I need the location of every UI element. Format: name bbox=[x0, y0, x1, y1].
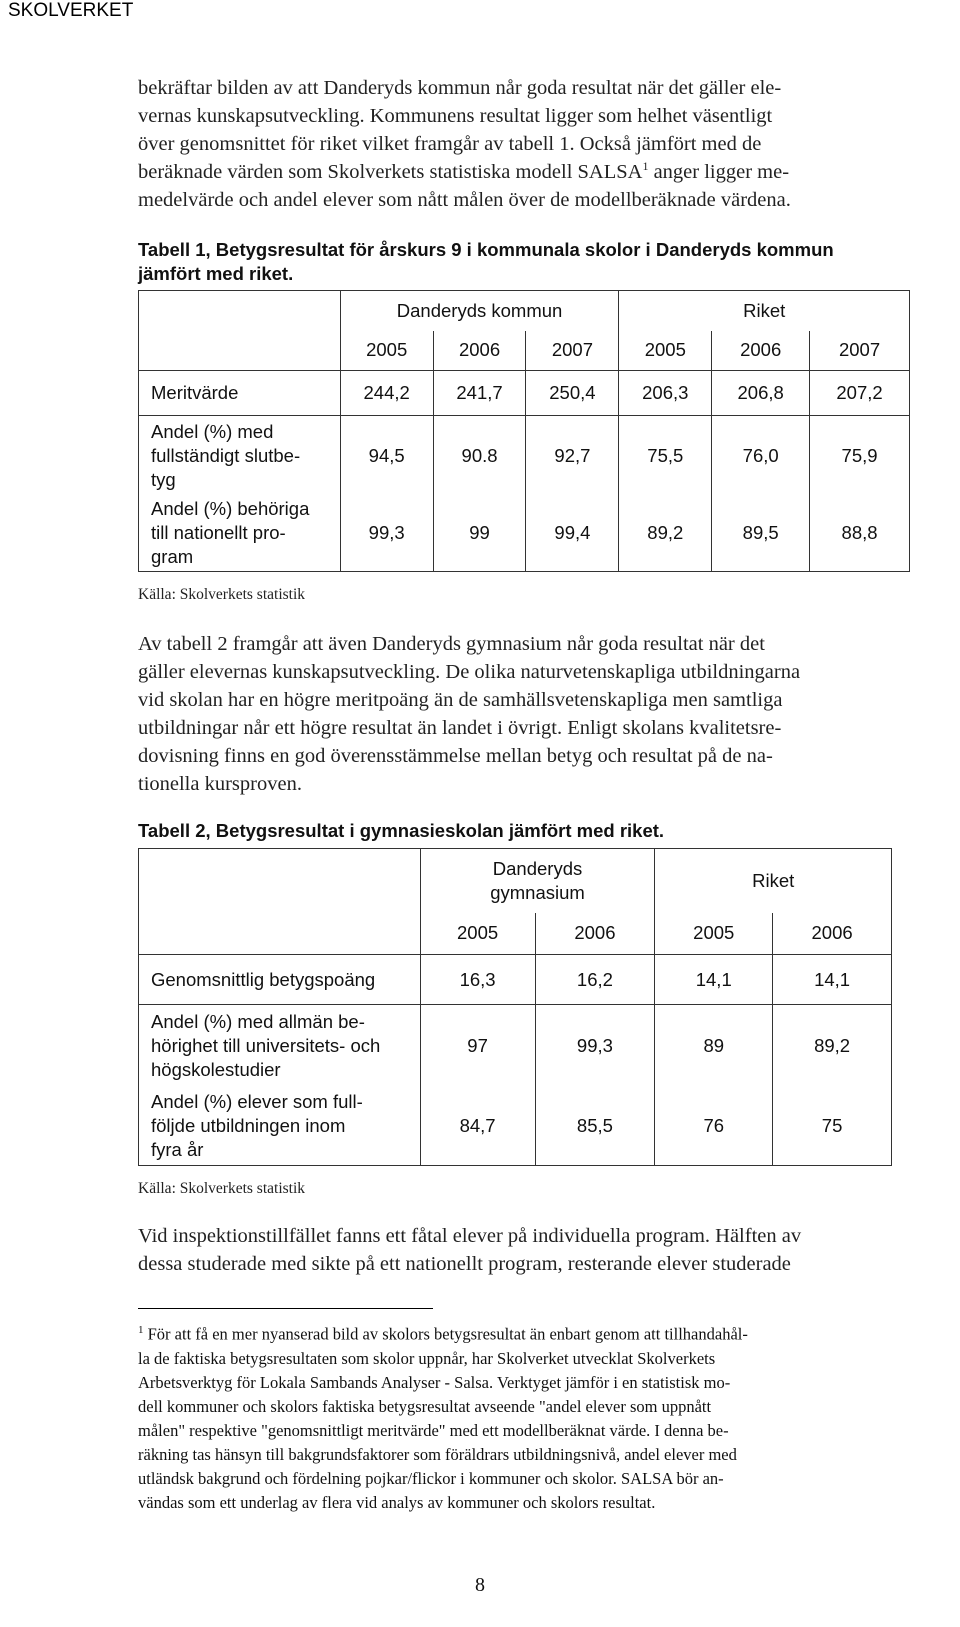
group-header-line: Danderyds bbox=[492, 857, 583, 879]
row-label-line: till nationellt pro- bbox=[151, 522, 286, 544]
table1-year-header: 2005 bbox=[340, 331, 433, 371]
text-line bbox=[138, 158, 928, 186]
group-header-line: gymnasium bbox=[490, 881, 585, 903]
table1-caption bbox=[138, 238, 834, 286]
table-cell: 206,8 bbox=[712, 371, 810, 416]
row-label bbox=[139, 416, 341, 496]
text-line: över genomsnittet för riket vilket framgår av tabell 1. Också jämfört med de bbox=[138, 133, 762, 155]
row-label: Genomsnittlig betygspoäng bbox=[139, 955, 421, 1005]
row-label-line: tyg bbox=[151, 468, 176, 490]
table-row bbox=[139, 1005, 892, 1088]
table2-year-header: 2005 bbox=[655, 913, 773, 955]
table-cell: 14,1 bbox=[655, 955, 773, 1005]
table2-group-header: Riket bbox=[655, 849, 892, 913]
table2-year-header: 2006 bbox=[773, 913, 892, 955]
row-label bbox=[139, 1005, 421, 1088]
row-label-line: Andel (%) elever som full- bbox=[151, 1091, 363, 1113]
table2-year-header: 2006 bbox=[535, 913, 655, 955]
table1-corner-cell bbox=[139, 291, 341, 371]
text-line: utbildningar når ett högre resultat än landet i övrigt. Enligt skolans kvalitetsre- bbox=[138, 717, 782, 739]
document-header: SKOLVERKET bbox=[8, 0, 134, 21]
text-line: vernas kunskapsutveckling. Kommunens resultat ligger som helhet väsentligt bbox=[138, 105, 773, 127]
paragraph-gymnasium bbox=[138, 630, 928, 798]
table-row bbox=[139, 371, 910, 416]
row-label-line: Andel (%) med allmän be- bbox=[151, 1011, 365, 1033]
row-label-line: Andel (%) med bbox=[151, 420, 274, 442]
text-line: vid skolan har en högre meritpoäng än de samhällsvetenskapliga men samtliga bbox=[138, 689, 783, 711]
footnote-line: dell kommuner och skolors faktiska betygsresultat avseende "andel elever som uppnått bbox=[138, 1396, 712, 1416]
table1-group-header: Riket bbox=[619, 291, 910, 331]
table-cell: 99 bbox=[433, 496, 526, 572]
footnote-line: räkning tas hänsyn till bakgrundsfaktorer som föräldrars utbildningsnivå, andel elever med bbox=[138, 1444, 737, 1464]
table-cell: 75,9 bbox=[810, 416, 910, 496]
row-label-line: följde utbildningen inom bbox=[151, 1115, 346, 1137]
table-cell: 97 bbox=[420, 1005, 535, 1088]
footnote-line: vändas som ett underlag av flera vid analys av kommuner och skolors resultat. bbox=[138, 1492, 656, 1512]
table-cell: 85,5 bbox=[535, 1088, 655, 1166]
table-cell: 89 bbox=[655, 1005, 773, 1088]
page-number: 8 bbox=[475, 1574, 485, 1596]
row-label-line: högskolestudier bbox=[151, 1059, 281, 1081]
table-cell: 89,5 bbox=[712, 496, 810, 572]
table1 bbox=[138, 290, 910, 572]
table-cell: 16,3 bbox=[420, 955, 535, 1005]
row-label-line: hörighet till universitets- och bbox=[151, 1035, 381, 1057]
table2-source: Källa: Skolverkets statistik bbox=[138, 1180, 306, 1197]
table-row bbox=[139, 496, 910, 572]
caption-line: jämfört med riket. bbox=[138, 263, 294, 284]
footnote-line: utländsk bakgrund och fördelning pojkar/flickor i kommuner och skolor. SALSA bör an- bbox=[138, 1468, 724, 1488]
table2-year-header: 2005 bbox=[420, 913, 535, 955]
text-line: Vid inspektionstillfället fanns ett fåtal elever på individuella program. Hälften av bbox=[138, 1225, 802, 1247]
table-cell: 92,7 bbox=[526, 416, 619, 496]
table1-year-header: 2006 bbox=[712, 331, 810, 371]
table-cell: 206,3 bbox=[619, 371, 712, 416]
table1-source: Källa: Skolverkets statistik bbox=[138, 586, 306, 603]
footnote-divider bbox=[138, 1308, 433, 1309]
table2-corner-cell bbox=[139, 849, 421, 955]
text-segment: beräknade värden som Skolverkets statistiska modell SALSA bbox=[138, 161, 643, 183]
table-cell: 244,2 bbox=[340, 371, 433, 416]
table-cell: 75 bbox=[773, 1088, 892, 1166]
text-line: Av tabell 2 framgår att även Danderyds gymnasium når goda resultat när det bbox=[138, 633, 765, 655]
table1-year-header: 2006 bbox=[433, 331, 526, 371]
table2 bbox=[138, 848, 892, 1166]
row-label bbox=[139, 1088, 421, 1166]
table-cell: 250,4 bbox=[526, 371, 619, 416]
text-line: bekräftar bilden av att Danderyds kommun når goda resultat när det gäller ele- bbox=[138, 77, 782, 99]
table-cell: 207,2 bbox=[810, 371, 910, 416]
table-cell: 241,7 bbox=[433, 371, 526, 416]
table1-group-header: Danderyds kommun bbox=[340, 291, 619, 331]
footnote bbox=[138, 1318, 918, 1515]
footnote-reference[interactable]: 1 bbox=[642, 159, 649, 174]
row-label-line: Andel (%) behöriga bbox=[151, 498, 310, 520]
table-cell: 99,4 bbox=[526, 496, 619, 572]
footnote-line: målen" respektive "genomsnittligt meritvärde" med ett modellberäknat värde. I denna be- bbox=[138, 1420, 729, 1440]
table1-year-header: 2007 bbox=[526, 331, 619, 371]
table1-year-header: 2007 bbox=[810, 331, 910, 371]
caption-line: Tabell 1, Betygsresultat för årskurs 9 i kommunala skolor i Danderyds kommun bbox=[138, 239, 834, 260]
text-line: dovisning finns en god överensstämmelse mellan betyg och resultat på de na- bbox=[138, 745, 773, 767]
text-line: dessa studerade med sikte på ett nationellt program, resterande elever studerade bbox=[138, 1253, 791, 1275]
row-label-line: fullständigt slutbe- bbox=[151, 444, 301, 466]
footnote-marker: 1 bbox=[138, 1324, 144, 1336]
table-cell: 99,3 bbox=[535, 1005, 655, 1088]
table-cell: 90.8 bbox=[433, 416, 526, 496]
text-line: gäller elevernas kunskapsutveckling. De olika naturvetenskapliga utbildningarna bbox=[138, 661, 801, 683]
table-cell: 76,0 bbox=[712, 416, 810, 496]
footnote-line: la de faktiska betygsresultaten som skolor uppnår, har Skolverket utvecklat Skolverkets bbox=[138, 1348, 716, 1368]
text-line: tionella kursproven. bbox=[138, 773, 302, 795]
row-label bbox=[139, 496, 341, 572]
row-label-line: fyra år bbox=[151, 1139, 204, 1161]
table-cell: 99,3 bbox=[340, 496, 433, 572]
table-row bbox=[139, 416, 910, 496]
table-cell: 14,1 bbox=[773, 955, 892, 1005]
footnote-line bbox=[138, 1318, 918, 1347]
text-line: medelvärde och andel elever som nått målen över de modellberäknade värdena. bbox=[138, 189, 791, 211]
table-cell: 16,2 bbox=[535, 955, 655, 1005]
table-cell: 76 bbox=[655, 1088, 773, 1166]
paragraph-intro bbox=[138, 74, 928, 214]
table2-group-header bbox=[420, 849, 655, 913]
table-cell: 84,7 bbox=[420, 1088, 535, 1166]
row-label-line: gram bbox=[151, 546, 194, 568]
table1-year-header: 2005 bbox=[619, 331, 712, 371]
table-row bbox=[139, 1088, 892, 1166]
table-cell: 89,2 bbox=[619, 496, 712, 572]
row-label: Meritvärde bbox=[139, 371, 341, 416]
paragraph-individual bbox=[138, 1222, 928, 1278]
table2-caption: Tabell 2, Betygsresultat i gymnasieskolan jämfört med riket. bbox=[138, 820, 665, 841]
table-cell: 94,5 bbox=[340, 416, 433, 496]
text-segment: För att få en mer nyanserad bild av skolors betygsresultat än enbart genom att tillhandahål- bbox=[143, 1324, 748, 1344]
footnote-line: Arbetsverktyg för Lokala Sambands Analyser - Salsa. Verktyget jämför i en statistisk mo- bbox=[138, 1372, 731, 1392]
text-segment: anger ligger me- bbox=[648, 161, 790, 183]
table-cell: 75,5 bbox=[619, 416, 712, 496]
table-cell: 88,8 bbox=[810, 496, 910, 572]
table-row bbox=[139, 955, 892, 1005]
table-cell: 89,2 bbox=[773, 1005, 892, 1088]
